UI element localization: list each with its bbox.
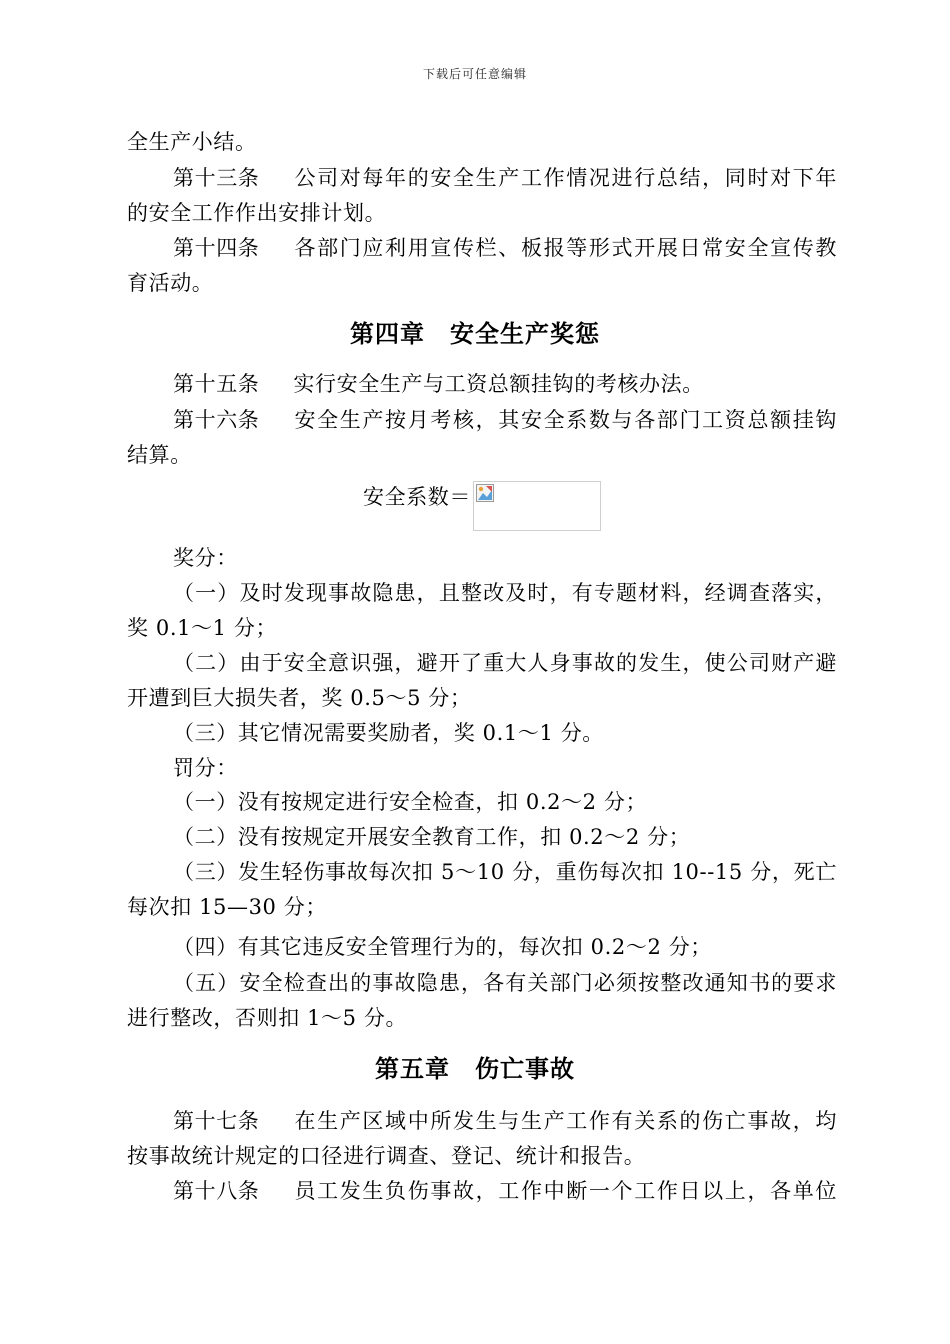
article-text: 各部门应利用宣传栏、板报等形式开展日常安全宣传教 xyxy=(293,236,837,260)
paragraph-line: 按事故统计规定的口径进行调查、登记、统计和报告。 xyxy=(127,1144,646,1168)
article-13 xyxy=(173,161,837,195)
article-text: 实行安全生产与工资总额挂钩的考核办法。 xyxy=(293,372,704,396)
penalty-item-cont: 每次扣 15—30 分； xyxy=(127,895,327,919)
paragraph-line: 结算。 xyxy=(127,443,192,467)
article-number: 第十四条 xyxy=(173,236,260,260)
article-text: 在生产区域中所发生与生产工作有关系的伤亡事故，均 xyxy=(293,1109,837,1133)
reward-item: （一）及时发现事故隐患，且整改及时，有专题材料，经调查落实， xyxy=(173,581,837,605)
chapter-4-heading: 第四章 安全生产奖惩 xyxy=(350,319,600,348)
article-number: 第十五条 xyxy=(173,372,260,396)
paragraph-line: 的安全工作作出安排计划。 xyxy=(127,201,387,225)
page-header: 下载后可任意编辑 xyxy=(422,67,527,81)
reward-item-cont: 奖 0.1～1 分； xyxy=(127,616,278,640)
article-number: 第十三条 xyxy=(173,166,260,190)
article-number: 第十八条 xyxy=(173,1179,260,1203)
reward-title: 奖分： xyxy=(173,546,238,570)
paragraph-line: 全生产小结。 xyxy=(127,130,257,154)
penalty-item: （二）没有按规定开展安全教育工作，扣 0.2～2 分； xyxy=(173,825,691,849)
article-16 xyxy=(173,403,837,437)
paragraph-line: 育活动。 xyxy=(127,271,214,295)
penalty-item: （五）安全检查出的事故隐患，各有关部门必须按整改通知书的要求 xyxy=(173,971,837,995)
penalty-item: （一）没有按规定进行安全检查，扣 0.2～2 分； xyxy=(173,790,648,814)
penalty-item: （四）有其它违反安全管理行为的，每次扣 0.2～2 分； xyxy=(173,935,712,959)
penalty-item: （三）发生轻伤事故每次扣 5～10 分，重伤每次扣 10--15 分，死亡 xyxy=(173,860,837,884)
penalty-item-cont: 进行整改，否则扣 1～5 分。 xyxy=(127,1006,408,1030)
article-number: 第十六条 xyxy=(173,408,260,432)
penalty-title: 罚分： xyxy=(173,756,238,780)
article-text: 安全生产按月考核，其安全系数与各部门工资总额挂钩 xyxy=(293,408,837,432)
article-18 xyxy=(173,1174,837,1208)
broken-image-icon xyxy=(476,484,494,502)
article-text: 员工发生负伤事故，工作中断一个工作日以上，各单位 xyxy=(293,1179,837,1203)
reward-item: （二）由于安全意识强，避开了重大人身事故的发生，使公司财产避 xyxy=(173,651,837,675)
reward-item: （三）其它情况需要奖励者，奖 0.1～1 分。 xyxy=(173,721,604,745)
formula-image xyxy=(473,481,601,531)
article-text: 公司对每年的安全生产工作情况进行总结，同时对下年 xyxy=(293,166,837,190)
formula-label: 安全系数＝ xyxy=(363,485,471,509)
reward-item-cont: 开遭到巨大损失者，奖 0.5～5 分； xyxy=(127,686,472,710)
article-15 xyxy=(173,367,837,401)
article-number: 第十七条 xyxy=(173,1109,260,1133)
article-17 xyxy=(173,1104,837,1138)
article-14 xyxy=(173,231,837,265)
chapter-5-heading: 第五章 伤亡事故 xyxy=(375,1054,575,1083)
